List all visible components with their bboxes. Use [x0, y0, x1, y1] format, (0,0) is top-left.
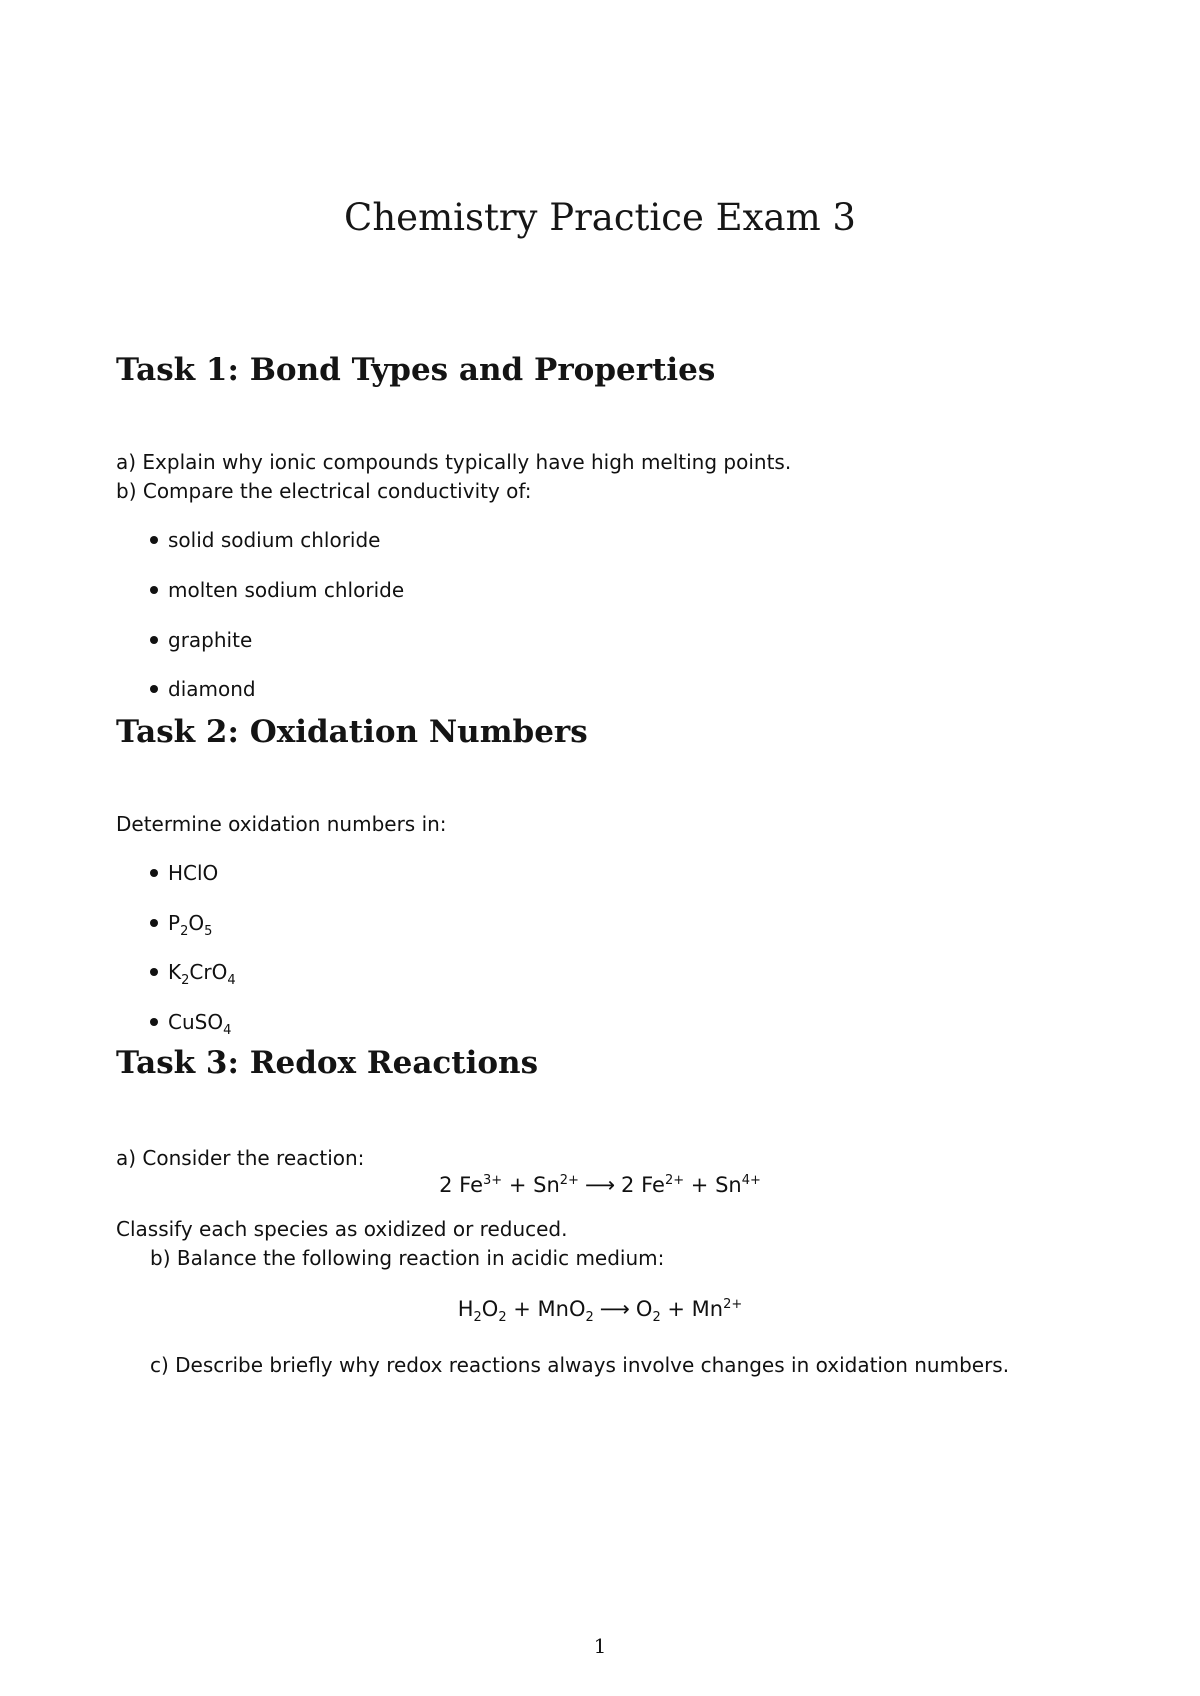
bullet-icon [150, 636, 158, 644]
task3-classify: Classify each species as oxidized or reduced. [116, 1217, 568, 1241]
task3-heading: Task 3: Redox Reactions [116, 1045, 539, 1081]
list-item: HClO [150, 861, 218, 885]
bullet-icon [150, 869, 158, 877]
task1-heading: Task 1: Bond Types and Properties [116, 352, 716, 388]
list-item: $K_2CrO_4$ [150, 960, 236, 984]
page-title: Chemistry Practice Exam 3 [344, 196, 856, 239]
bullet-icon [150, 586, 158, 594]
reaction-arrow: ⟶ [599, 1297, 630, 1321]
list-item: solid sodium chloride [150, 528, 381, 552]
bullet-icon [150, 1018, 158, 1026]
task1-question-b: b) Compare the electrical conductivity of: [116, 479, 532, 503]
task1-question-a: a) Explain why ionic compounds typically have high melting points. [116, 450, 792, 474]
list-item: CuSO$_4$ [150, 1010, 231, 1034]
bullet-icon [150, 536, 158, 544]
list-item: $P_2O_5$ [150, 911, 212, 935]
task3-question-c: c) Describe briefly why redox reactions always involve changes in oxidation numbers. [150, 1353, 1010, 1377]
page-number: 1 [593, 1634, 607, 1658]
list-item: graphite [150, 628, 252, 652]
redox-equation-1: 2 $Fe^{3+} + Sn^{2+}$ ⟶ 2 $Fe^{2+} + Sn^{4+}$ [439, 1173, 761, 1197]
list-item: molten sodium chloride [150, 578, 404, 602]
redox-equation-2: $H_2O_2 + MnO_2$ ⟶ $O_2 + Mn^{2+}$ [457, 1297, 743, 1326]
reaction-arrow: ⟶ [584, 1173, 616, 1197]
task2-heading: Task 2: Oxidation Numbers [116, 714, 588, 750]
bullet-icon [150, 685, 158, 693]
task2-intro: Determine oxidation numbers in: [116, 812, 447, 836]
bullet-icon [150, 968, 158, 976]
list-item: diamond [150, 677, 256, 701]
task3-question-b: b) Balance the following reaction in acidic medium: [150, 1246, 665, 1270]
task3-question-a: a) Consider the reaction: [116, 1146, 365, 1170]
bullet-icon [150, 919, 158, 927]
